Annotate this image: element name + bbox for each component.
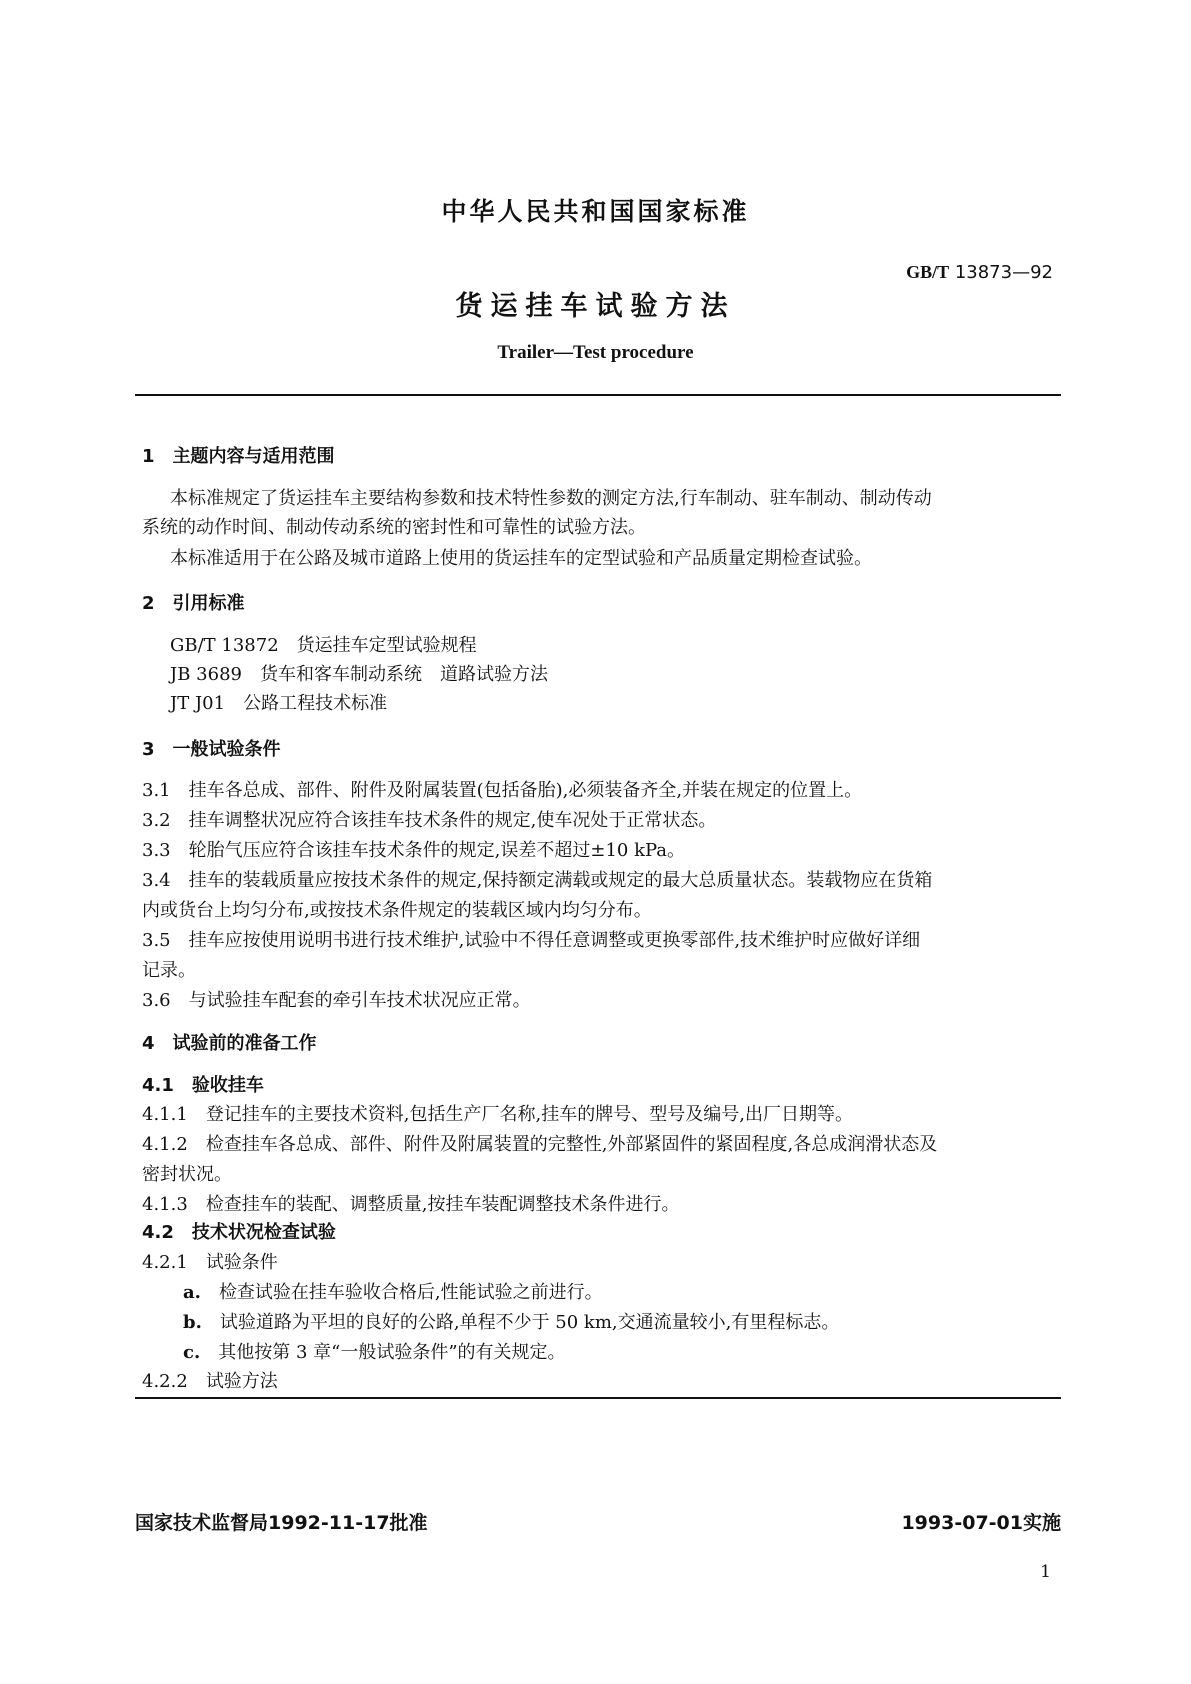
clause-3-3 <box>142 836 685 862</box>
standard-number <box>906 262 1053 283</box>
section-2-heading <box>142 589 245 615</box>
section-3-title: 一般试验条件 <box>172 739 281 760</box>
clause-4-1-1 <box>142 1100 853 1126</box>
clause-number: 4.1.1 <box>142 1104 188 1125</box>
clause-text: 挂车各总成、部件、附件及附属装置(包括备胎),必须装备齐全,并装在规定的位置上。 <box>188 780 863 801</box>
list-marker: c. <box>183 1342 201 1363</box>
section-2-number: 2 <box>142 593 155 614</box>
section-1-paragraph-2: 本标准适用于在公路及城市道路上使用的货运挂车的定型试验和产品质量定期检查试验。 <box>170 548 872 569</box>
reference-code: JT J01 <box>170 693 226 714</box>
section-3-number: 3 <box>142 739 155 760</box>
list-marker: b. <box>183 1312 202 1333</box>
section-1-heading <box>142 442 335 468</box>
clause-text: 检查挂车的装配、调整质量,按挂车装配调整技术条件进行。 <box>205 1194 680 1215</box>
reference-code: JB 3689 <box>170 664 242 685</box>
english-title: Trailer—Test procedure <box>497 342 694 363</box>
clause-3-6 <box>142 986 531 1012</box>
clause-text: 挂车的装载质量应按技术条件的规定,保持额定满载或规定的最大总质量状态。装载物应在货箱 <box>188 870 933 891</box>
clause-number: 3.5 <box>142 930 171 951</box>
clause-text: 检查挂车各总成、部件、附件及附属装置的完整性,外部紧固件的紧固程度,各总成润滑状态及 <box>205 1134 938 1155</box>
reference-item <box>170 631 477 657</box>
list-text: 试验道路为平坦的良好的公路,单程不少于 50 km,交通流量较小,有里程标志。 <box>219 1312 840 1333</box>
clause-text: 挂车调整状况应符合该挂车技术条件的规定,使车况处于正常状态。 <box>188 810 717 831</box>
list-item <box>183 1338 566 1364</box>
clause-number: 3.1 <box>142 780 171 801</box>
clause-4-1-2 <box>142 1130 937 1156</box>
page-number: 1 <box>1040 1562 1051 1582</box>
clause-number: 3.2 <box>142 810 171 831</box>
subsection-number: 4.2 <box>142 1222 174 1243</box>
subsection-number: 4.1 <box>142 1075 174 1096</box>
section-3-heading <box>142 735 281 761</box>
clause-number: 4.2.2 <box>142 1371 188 1392</box>
subsection-4-2-heading <box>142 1218 336 1244</box>
approval-date: 国家技术监督局1992-11-17批准 <box>135 1512 428 1534</box>
clause-4-2-2 <box>142 1367 278 1393</box>
clause-number: 3.6 <box>142 990 171 1011</box>
section-2-title: 引用标准 <box>172 593 245 614</box>
list-marker: a. <box>183 1282 201 1303</box>
reference-name: 货运挂车定型试验规程 <box>296 635 477 656</box>
standard-code: 13873—92 <box>954 262 1053 283</box>
clause-text: 试验方法 <box>205 1371 278 1392</box>
list-text: 其他按第 3 章“一般试验条件”的有关规定。 <box>218 1342 566 1363</box>
clause-text: 挂车应按使用说明书进行技术维护,试验中不得任意调整或更换零部件,技术维护时应做好详细 <box>188 930 921 951</box>
list-text: 检查试验在挂车验收合格后,性能试验之前进行。 <box>218 1282 603 1303</box>
subsection-title: 验收挂车 <box>191 1075 264 1096</box>
section-1-paragraph-1-line-1: 本标准规定了货运挂车主要结构参数和技术特性参数的测定方法,行车制动、驻车制动、制动传动 <box>170 488 932 509</box>
section-4-title: 试验前的准备工作 <box>172 1033 317 1054</box>
reference-code: GB/T 13872 <box>170 635 279 656</box>
clause-3-2 <box>142 806 716 832</box>
clause-text: 试验条件 <box>205 1252 278 1273</box>
clause-number: 3.3 <box>142 840 171 861</box>
section-4-heading <box>142 1029 317 1055</box>
subsection-title: 技术状况检查试验 <box>191 1222 336 1243</box>
list-item <box>183 1308 839 1334</box>
standard-prefix: GB/T <box>906 262 950 282</box>
section-4-number: 4 <box>142 1033 155 1054</box>
document-title: 货运挂车试验方法 <box>455 291 736 322</box>
clause-3-4-continuation: 内或货台上均匀分布,或按技术条件规定的装载区域内均匀分布。 <box>142 900 652 921</box>
clause-4-1-3 <box>142 1190 680 1216</box>
clause-3-1 <box>142 776 862 802</box>
reference-item <box>170 660 548 686</box>
reference-name: 公路工程技术标准 <box>243 693 388 714</box>
effective-date: 1993-07-01实施 <box>901 1512 1061 1534</box>
header-divider <box>135 394 1061 396</box>
section-1-title: 主题内容与适用范围 <box>172 446 335 467</box>
clause-4-1-2-continuation: 密封状况。 <box>142 1164 232 1185</box>
clause-3-5 <box>142 926 920 952</box>
clause-text: 与试验挂车配套的牵引车技术状况应正常。 <box>188 990 531 1011</box>
list-item <box>183 1278 603 1304</box>
clause-number: 4.2.1 <box>142 1252 188 1273</box>
clause-number: 3.4 <box>142 870 171 891</box>
clause-text: 登记挂车的主要技术资料,包括生产厂名称,挂车的牌号、型号及编号,出厂日期等。 <box>205 1104 853 1125</box>
clause-number: 4.1.3 <box>142 1194 188 1215</box>
clause-4-2-1 <box>142 1248 278 1274</box>
reference-name: 货车和客车制动系统 道路试验方法 <box>259 664 548 685</box>
clause-3-5-continuation: 记录。 <box>142 960 196 981</box>
subsection-4-1-heading <box>142 1071 264 1097</box>
clause-text: 轮胎气压应符合该挂车技术条件的规定,误差不超过±10 kPa。 <box>188 840 686 861</box>
footer-divider <box>135 1397 1061 1399</box>
section-1-paragraph-1-line-2: 系统的动作时间、制动传动系统的密封性和可靠性的试验方法。 <box>142 517 646 538</box>
national-standard-heading: 中华人民共和国国家标准 <box>441 197 750 226</box>
clause-3-4 <box>142 866 932 892</box>
section-1-number: 1 <box>142 446 155 467</box>
reference-item <box>170 689 387 715</box>
clause-number: 4.1.2 <box>142 1134 188 1155</box>
